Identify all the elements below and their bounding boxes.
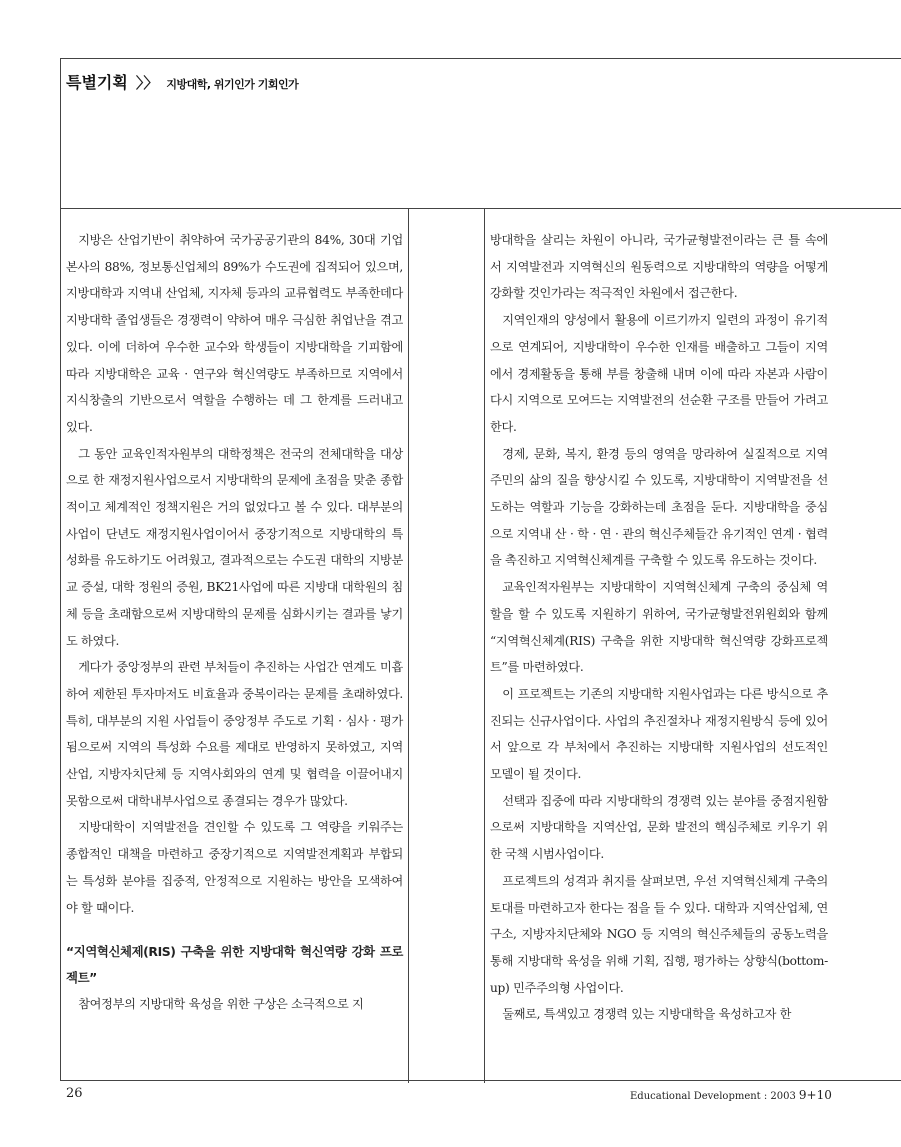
bottom-rule bbox=[60, 1080, 901, 1081]
paragraph: 경제, 문화, 복지, 환경 등의 영역을 망라하여 실질적으로 지역주민의 삶의 질을 향상시킬 수 있도록, 지방대학이 지역발전을 선도하는 역할과 기능을 강화하는데 초점을 둔다. 지방대학을 중심으로 지역내 산 · 학 · 연 · 관의 혁신주체들간 유기적인 연계 · 협력을 촉진하고 지역혁신체계를 구축할 수 있도록 유도하는 것이다. bbox=[490, 446, 828, 568]
paragraph: 둘째로, 특색있고 경쟁력 있는 지방대학을 육성하고자 한 bbox=[502, 1007, 792, 1022]
journal-info bbox=[630, 1088, 832, 1102]
column-divider-right bbox=[484, 208, 485, 1083]
paragraph: 지방은 산업기반이 취약하여 국가공공기관의 84%, 30대 기업본사의 88%, 정보통신업체의 89%가 수도권에 집적되어 있으며, 지방대학과 지역내 산업체, 지자체 등과의 교류협력도 부족한데다 지방대학 졸업생들은 경쟁력이 약하여 매우 극심한 취업난을 겪고 있다. 이에 더하여 우수한 교수와 학생들이 지방대학을 기피함에 따라 지방대학은 교육 · 연구와 혁신역량도 부족하므로 지역에서 지식창출의 기반으로서 역할을 수행하는 데 그 한계를 드러내고 있다. bbox=[66, 233, 403, 434]
paragraph-continued: 방대학을 살리는 차원이 아니라, 국가균형발전이라는 큰 틀 속에서 지역발전과 지역혁신의 원동력으로 지방대학의 역량을 어떻게 강화할 것인가라는 적극적인 차원에서 접근한다. bbox=[490, 233, 828, 301]
paragraph: 참여정부의 지방대학 육성을 위한 구상은 소극적으로 지 bbox=[78, 997, 364, 1012]
top-rule bbox=[60, 58, 901, 59]
header-bottom-rule bbox=[60, 208, 901, 209]
section-label: 특별기획 bbox=[66, 73, 128, 92]
right-column bbox=[490, 227, 828, 1028]
paragraph: 게다가 중앙정부의 관련 부처들이 추진하는 사업간 연계도 미흡하여 제한된 투자마저도 비효율과 중복이라는 문제를 초래하였다. 특히, 대부분의 지원 사업들이 중앙정부 주도로 기획 · 심사 · 평가됨으로써 지역의 특성화 수요를 제대로 반영하지 못하였고, 지역산업, 지방자치단체 등 지역사회와의 연계 및 협력을 이끌어내지 못함으로써 대학내부사업으로 종결되는 경우가 많았다. bbox=[66, 660, 403, 808]
journal-issue: 9+10 bbox=[798, 1088, 832, 1102]
paragraph: 선택과 집중에 따라 지방대학의 경쟁력 있는 분야를 중점지원함으로써 지방대학을 지역산업, 문화 발전의 핵심주체로 키우기 위한 국책 시범사업이다. bbox=[490, 793, 828, 862]
chevron-right-icon: 〉〉 bbox=[135, 74, 159, 92]
paragraph: 그 동안 교육인적자원부의 대학정책은 전국의 전체대학을 대상으로 한 재정지원사업으로서 지방대학의 문제에 초점을 맞춘 종합적이고 체계적인 정책지원은 거의 없었다고 볼 수 있다. 대부분의 사업이 단년도 재정지원사업이어서 중장기적으로 지방대학의 특성화를 유도하기도 어려웠고, 결과적으로는 수도권 대학의 지방분교 증설, 대학 정원의 증원, BK21사업에 따른 지방대 대학원의 침체 등을 초래함으로써 지방대학의 문제를 심화시키는 결과를 낳기도 하였다. bbox=[66, 446, 403, 648]
page-number: 26 bbox=[66, 1086, 83, 1101]
journal-name: Educational Development : 2003 bbox=[630, 1091, 796, 1102]
column-divider-left bbox=[408, 208, 409, 1083]
paragraph: 지방대학이 지역발전을 견인할 수 있도록 그 역량을 키워주는 종합적인 대책을 마련하고 중장기적으로 지역발전계획과 부합되는 특성화 분야를 집중적, 안정적으로 지원하는 방안을 모색하여야 할 때이다. bbox=[66, 820, 403, 915]
paragraph: 이 프로젝트는 기존의 지방대학 지원사업과는 다른 방식으로 추진되는 신규사업이다. 사업의 추진절차나 재정지원방식 등에 있어서 앞으로 각 부처에서 추진하는 지방대학 지원사업의 선도적인 모델이 될 것이다. bbox=[490, 686, 828, 782]
section-header bbox=[66, 70, 298, 93]
page-left-border bbox=[60, 58, 61, 1080]
section-subtitle: 지방대학, 위기인가 기회인가 bbox=[166, 78, 299, 91]
subheading: “지역혁신체제(RIS) 구축을 위한 지방대학 혁신역량 강화 프로젝트” bbox=[66, 944, 403, 986]
paragraph: 교육인적자원부는 지방대학이 지역혁신체계 구축의 중심체 역할을 할 수 있도록 지원하기 위하여, 국가균형발전위원회와 함께 “지역혁신체계(RIS) 구축을 위한 지방대학 혁신역량 강화프로젝트”를 마련하였다. bbox=[490, 580, 828, 675]
paragraph: 지역인재의 양성에서 활용에 이르기까지 일련의 과정이 유기적으로 연계되어, 지방대학이 우수한 인재를 배출하고 그들이 지역에서 경제활동을 통해 부를 창출해 내며 이에 따라 자본과 사람이 다시 지역으로 모여드는 지역발전의 선순환 구조를 만들어 가려고 한다. bbox=[490, 313, 828, 434]
left-column bbox=[66, 227, 403, 1018]
paragraph: 프로젝트의 성격과 취지를 살펴보면, 우선 지역혁신체계 구축의 토대를 마련하고자 한다는 점을 들 수 있다. 대학과 지역산업체, 연구소, 지방자치단체와 NGO 등 지역의 혁신주체들의 공동노력을 통해 지방대학 육성을 위해 기획, 집행, 평가하는 상향식(bottom-up) 민주주의형 사업이다. bbox=[490, 873, 828, 995]
